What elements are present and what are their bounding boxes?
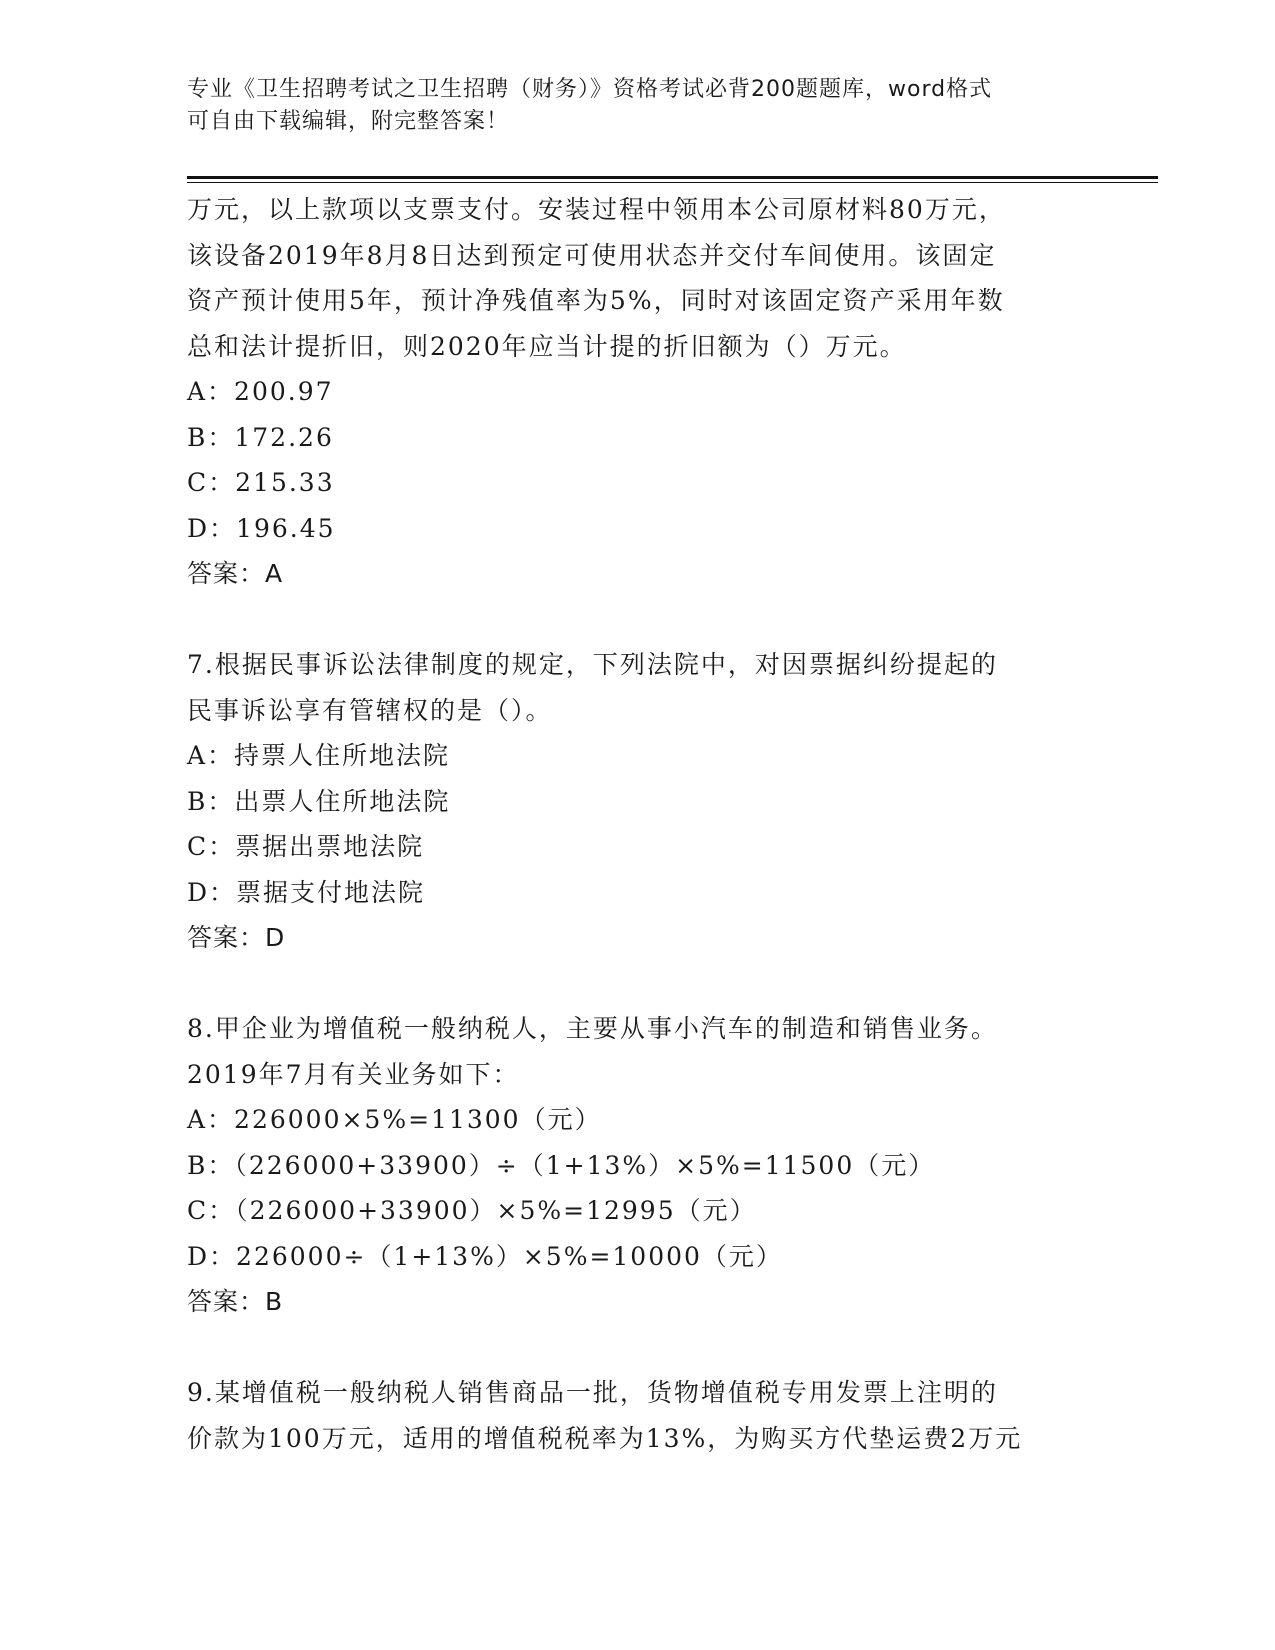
question-6-answer: 答案：A (187, 559, 284, 588)
question-7-option-d: D：票据支付地法院 (187, 877, 426, 907)
question-8-block (187, 1006, 1117, 1325)
question-6-text-line: 总和法计提折旧，则2020年应当计提的折旧额为（）万元。 (187, 331, 907, 361)
question-9-text-line: 9.某增值税一般纳税人销售商品一批，货物增值税专用发票上注明的 (187, 1378, 998, 1407)
spacer (187, 597, 1117, 643)
question-6-text-line: 资产预计使用5年，预计净残值率为5%，同时对该固定资产采用年数 (187, 286, 1005, 315)
spacer (187, 961, 1117, 1007)
question-6-block (187, 187, 1117, 597)
header-divider-thick (187, 176, 1158, 179)
question-6-option-d: D：196.45 (187, 513, 336, 543)
question-7-option-a: A：持票人住所地法院 (187, 741, 451, 770)
question-7-text-line: 7.根据民事诉讼法律制度的规定，下列法院中，对因票据纠纷提起的 (187, 650, 998, 679)
question-7-answer: 答案：D (187, 923, 286, 952)
question-8-option-c: C：（226000+33900）×5%=12995（元） (187, 1196, 757, 1225)
document-header (187, 74, 1067, 138)
question-8-option-a: A：226000×5%=11300（元） (187, 1105, 602, 1134)
question-6-option-b: B：172.26 (187, 422, 334, 452)
question-7-option-c: C：票据出票地法院 (187, 832, 425, 861)
question-8-text-line: 8.甲企业为增值税一般纳税人，主要从事小汽车的制造和销售业务。 (187, 1014, 998, 1043)
question-7-block (187, 642, 1117, 961)
question-7-text-line: 民事诉讼享有管辖权的是（）。 (187, 695, 553, 725)
question-7-option-b: B：出票人住所地法院 (187, 786, 451, 816)
question-9-text-line: 价款为100万元，适用的增值税税率为13%，为购买方代垫运费2万元 (187, 1423, 1023, 1453)
question-8-option-d: D：226000÷（1+13%）×5%=10000（元） (187, 1241, 783, 1271)
question-8-option-b: B：（226000+33900）÷（1+13%）×5%=11500（元） (187, 1150, 936, 1180)
question-9-block (187, 1370, 1117, 1461)
header-title-line-1: 专业《卫生招聘考试之卫生招聘（财务）》资格考试必背200题题库，word格式 (187, 77, 993, 102)
question-6-text-line: 万元，以上款项以支票支付。安装过程中领用本公司原材料80万元， (187, 195, 1006, 224)
question-6-option-a: A：200.97 (187, 377, 334, 406)
header-title-line-2: 可自由下载编辑，附完整答案！ (187, 109, 510, 134)
document-body (187, 187, 1117, 1461)
question-6-option-c: C：215.33 (187, 468, 335, 497)
question-6-text-line: 该设备2019年8月8日达到预定可使用状态并交付车间使用。该固定 (187, 240, 997, 270)
question-8-text-line: 2019年7月有关业务如下： (187, 1059, 520, 1089)
header-divider-thin (187, 182, 1158, 183)
question-8-answer: 答案：B (187, 1287, 284, 1316)
spacer (187, 1325, 1117, 1371)
